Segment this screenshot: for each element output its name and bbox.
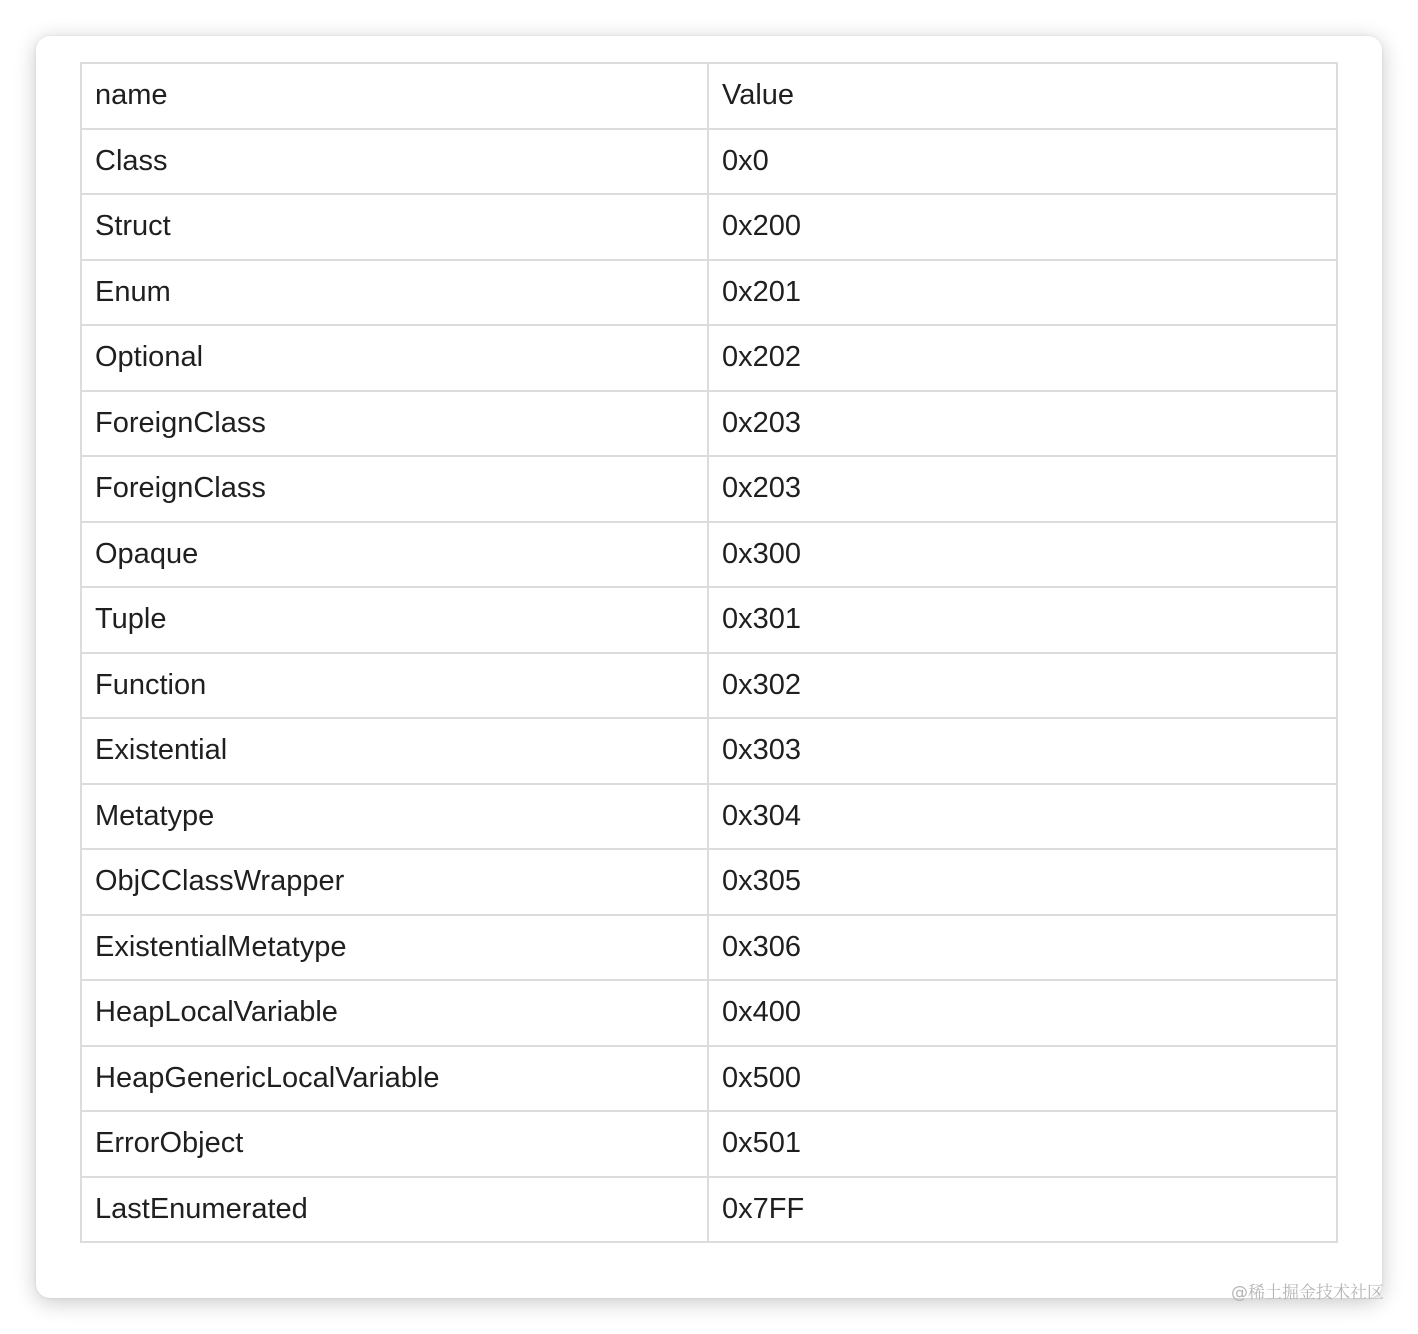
table-row bbox=[81, 1177, 1337, 1243]
table-row bbox=[81, 325, 1337, 391]
cell-value: 0x200 bbox=[708, 194, 1337, 260]
cell-name: Existential bbox=[81, 718, 708, 784]
cell-value: 0x203 bbox=[708, 391, 1337, 457]
cell-name: HeapGenericLocalVariable bbox=[81, 1046, 708, 1112]
cell-value: 0x304 bbox=[708, 784, 1337, 850]
cell-name: Optional bbox=[81, 325, 708, 391]
table-row bbox=[81, 129, 1337, 195]
table-row bbox=[81, 784, 1337, 850]
cell-value: 0x306 bbox=[708, 915, 1337, 981]
cell-name: Opaque bbox=[81, 522, 708, 588]
cell-name: ObjCClassWrapper bbox=[81, 849, 708, 915]
cell-name: HeapLocalVariable bbox=[81, 980, 708, 1046]
table-row bbox=[81, 915, 1337, 981]
cell-name: ErrorObject bbox=[81, 1111, 708, 1177]
table-body bbox=[81, 63, 1337, 1242]
table-row bbox=[81, 194, 1337, 260]
table-row bbox=[81, 653, 1337, 719]
cell-value: 0x501 bbox=[708, 1111, 1337, 1177]
cell-value: 0x303 bbox=[708, 718, 1337, 784]
table-row bbox=[81, 1046, 1337, 1112]
header-name: name bbox=[81, 63, 708, 129]
cell-value: 0x0 bbox=[708, 129, 1337, 195]
cell-value: 0x301 bbox=[708, 587, 1337, 653]
cell-name: Metatype bbox=[81, 784, 708, 850]
cell-value: 0x203 bbox=[708, 456, 1337, 522]
cell-value: 0x201 bbox=[708, 260, 1337, 326]
cell-value: 0x302 bbox=[708, 653, 1337, 719]
cell-value: 0x300 bbox=[708, 522, 1337, 588]
cell-name: Function bbox=[81, 653, 708, 719]
cell-value: 0x202 bbox=[708, 325, 1337, 391]
table-row bbox=[81, 849, 1337, 915]
metadata-kind-table bbox=[80, 62, 1338, 1243]
table-row bbox=[81, 587, 1337, 653]
cell-value: 0x400 bbox=[708, 980, 1337, 1046]
cell-name: ForeignClass bbox=[81, 456, 708, 522]
header-value: Value bbox=[708, 63, 1337, 129]
table-row bbox=[81, 718, 1337, 784]
watermark: @稀土掘金技术社区 bbox=[1231, 1283, 1384, 1303]
table-row bbox=[81, 1111, 1337, 1177]
table-row bbox=[81, 260, 1337, 326]
cell-name: Class bbox=[81, 129, 708, 195]
cell-value: 0x500 bbox=[708, 1046, 1337, 1112]
cell-name: Struct bbox=[81, 194, 708, 260]
cell-name: LastEnumerated bbox=[81, 1177, 708, 1243]
table-row bbox=[81, 522, 1337, 588]
cell-value: 0x7FF bbox=[708, 1177, 1337, 1243]
cell-name: ExistentialMetatype bbox=[81, 915, 708, 981]
table-row bbox=[81, 391, 1337, 457]
table-header-row bbox=[81, 63, 1337, 129]
table-row bbox=[81, 456, 1337, 522]
table-row bbox=[81, 980, 1337, 1046]
cell-name: ForeignClass bbox=[81, 391, 708, 457]
cell-value: 0x305 bbox=[708, 849, 1337, 915]
cell-name: Tuple bbox=[81, 587, 708, 653]
cell-name: Enum bbox=[81, 260, 708, 326]
